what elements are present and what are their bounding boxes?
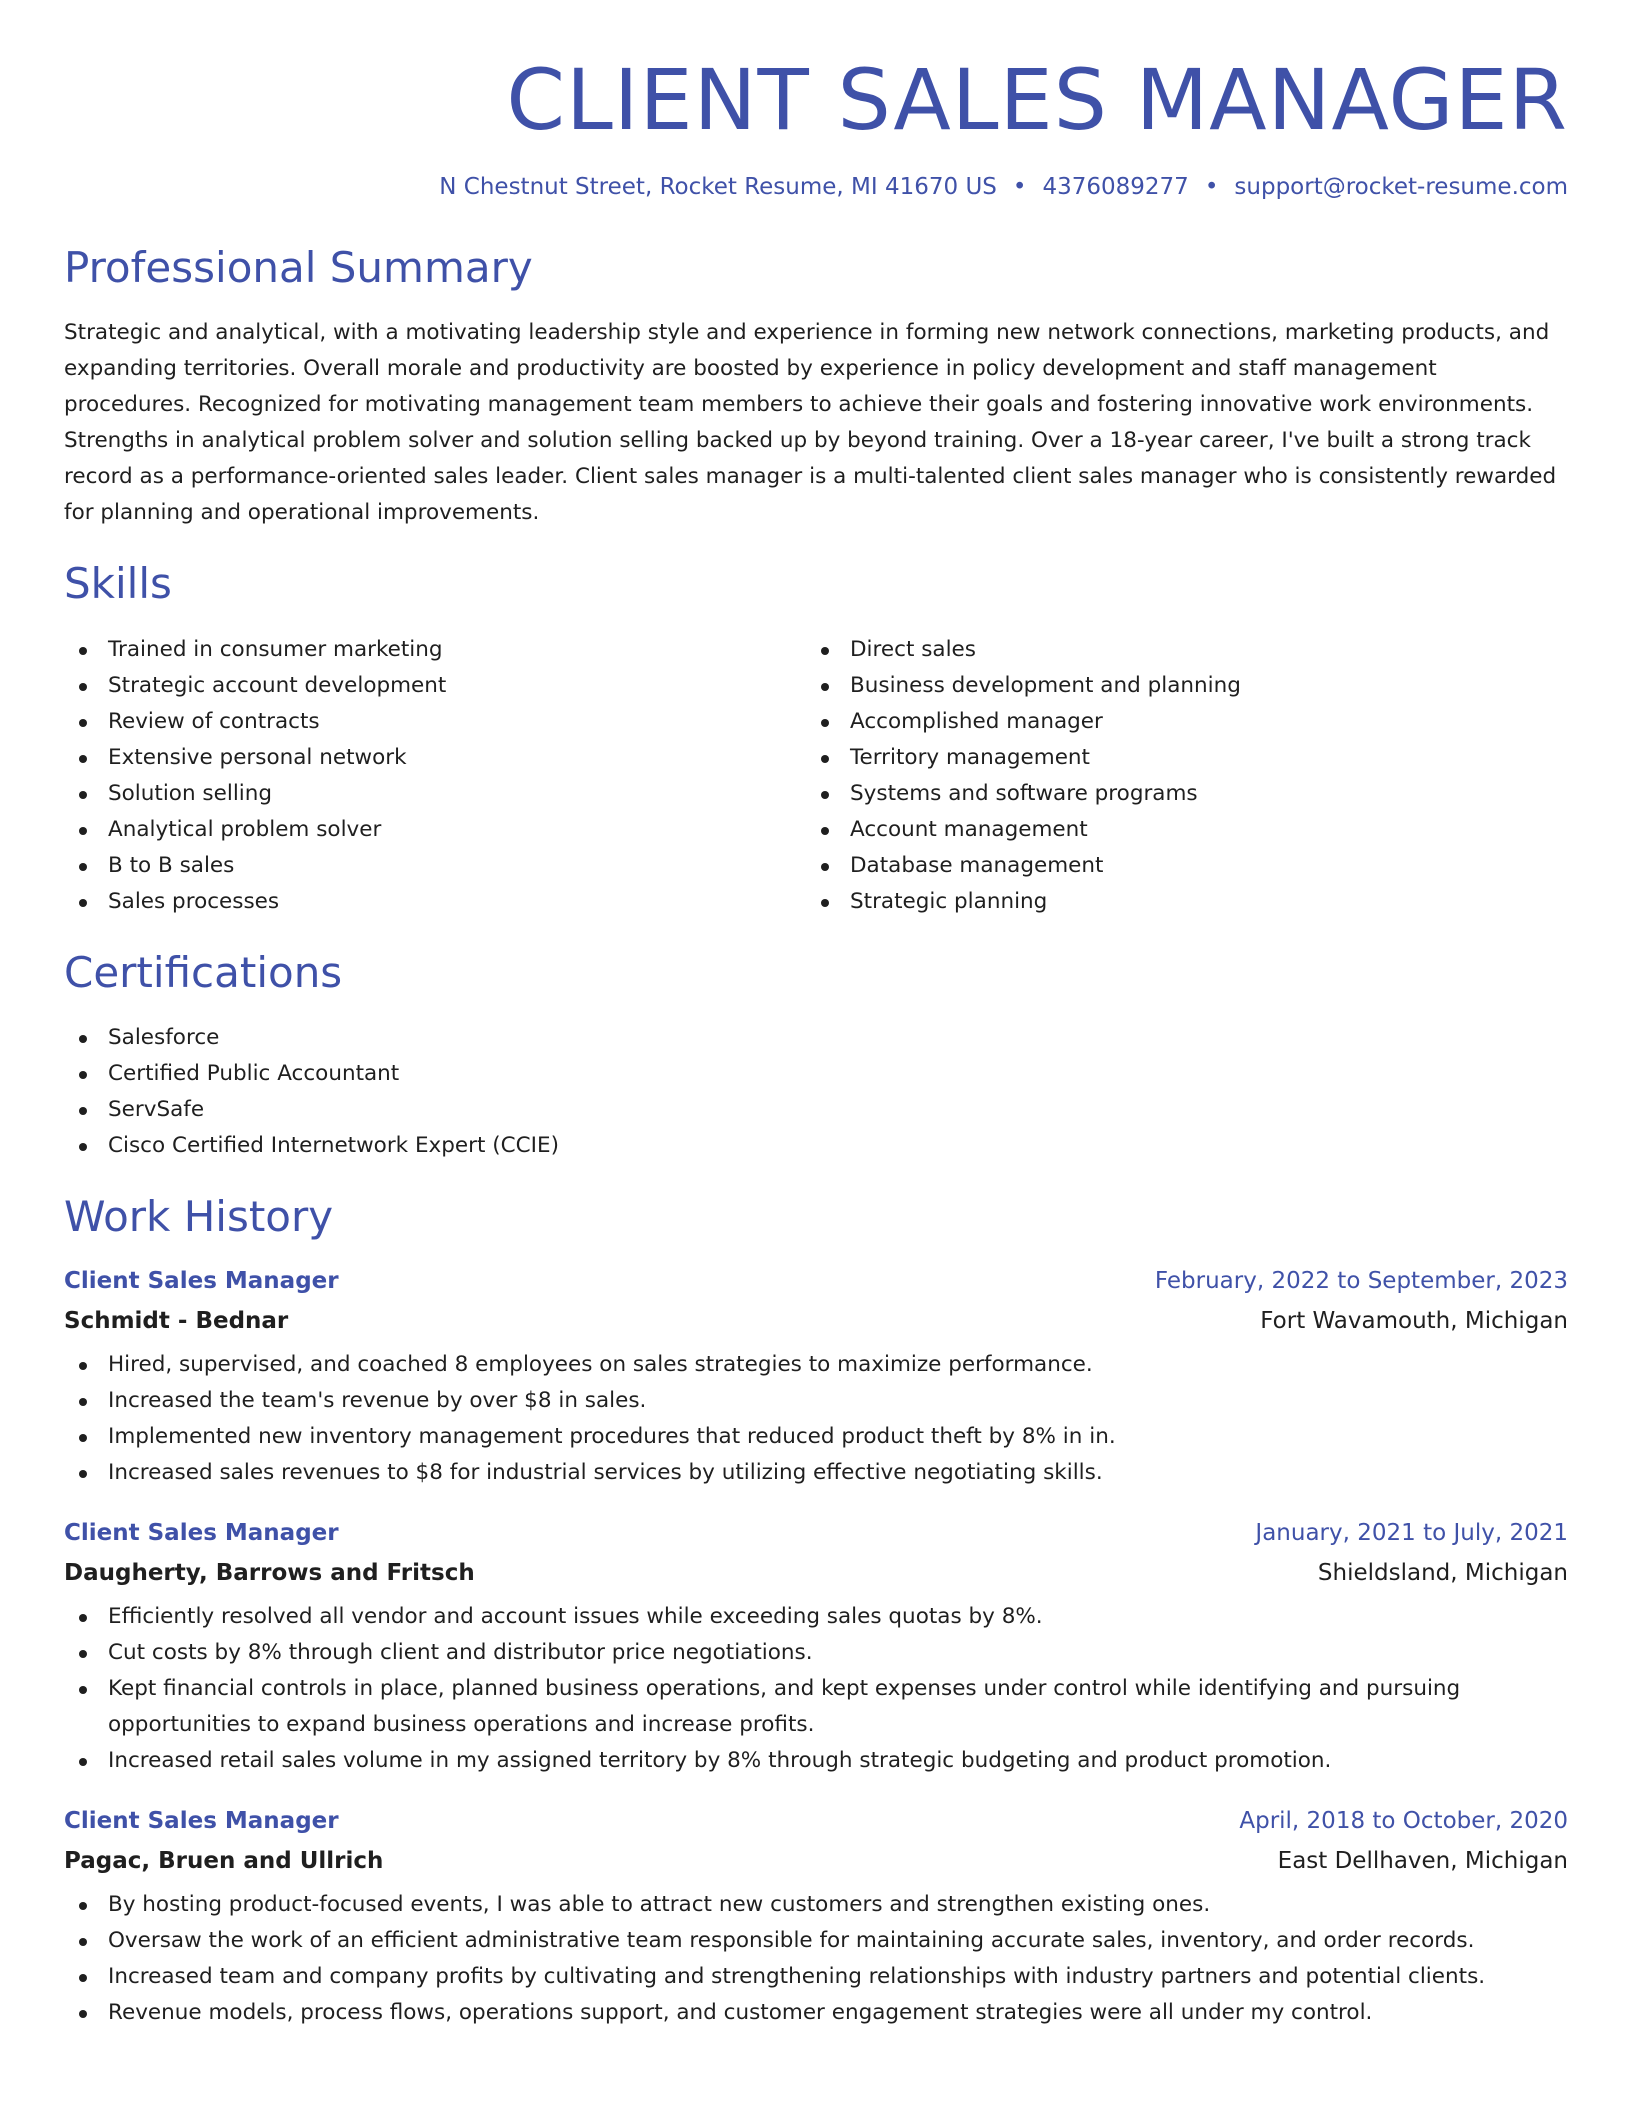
skill-item: Business development and planning — [806, 668, 1548, 704]
candidate-name: CLIENT SALES MANAGER — [506, 51, 1568, 149]
work-history-list — [64, 1261, 1568, 2031]
job-header-row — [64, 1801, 1568, 1841]
skill-item: Solution selling — [64, 776, 806, 812]
job-bullet: Oversaw the work of an efficient administrative team responsible for maintaining accurate sales, inventory, and order records. — [64, 1923, 1568, 1959]
contact-separator: • — [1204, 173, 1219, 200]
job-entry — [64, 1513, 1568, 1779]
job-header-row — [64, 1513, 1568, 1553]
job-bullet: Hired, supervised, and coached 8 employees on sales strategies to maximize performance. — [64, 1347, 1568, 1383]
skills-left-list — [64, 632, 806, 920]
job-bullet: Efficiently resolved all vendor and account issues while exceeding sales quotas by 8%. — [64, 1599, 1568, 1635]
skill-item: Database management — [806, 848, 1548, 884]
job-company-row — [64, 1553, 1568, 1593]
skill-item: Territory management — [806, 740, 1548, 776]
job-bullet: Increased sales revenues to $8 for industrial services by utilizing effective negotiating skills. — [64, 1455, 1568, 1491]
contact-separator: • — [1012, 173, 1027, 200]
section-title-certifications: Certifications — [64, 947, 343, 997]
skills-right-list — [806, 632, 1548, 920]
job-company: Daugherty, Barrows and Fritsch — [64, 1559, 475, 1586]
skills-grid — [64, 632, 1568, 920]
job-title: Client Sales Manager — [64, 1267, 339, 1294]
skill-item: Strategic account development — [64, 668, 806, 704]
job-bullet: Cut costs by 8% through client and distributor price negotiations. — [64, 1635, 1568, 1671]
skill-item: Extensive personal network — [64, 740, 806, 776]
certification-item: Certified Public Accountant — [64, 1056, 1568, 1092]
certifications-list — [64, 1020, 1568, 1164]
job-dates: February, 2022 to September, 2023 — [1154, 1267, 1568, 1294]
skill-item: B to B sales — [64, 848, 806, 884]
skill-item: Trained in consumer marketing — [64, 632, 806, 668]
job-bullets — [64, 1887, 1568, 2031]
skill-item: Account management — [806, 812, 1548, 848]
certification-item: Cisco Certified Internetwork Expert (CCIE) — [64, 1128, 1568, 1164]
job-company-row — [64, 1301, 1568, 1341]
summary-text: Strategic and analytical, with a motivating leadership style and experience in forming new network connections, marketing products, and expanding territories. Overall morale and productivity are boosted by experience in policy development and staff management procedures. Recognized for motivating management team members to achieve their goals and fostering innovative work environments. Strengths in analytical problem solver and solution selling backed up by beyond training. Over a 18-year career, I've built a strong track record as a performance-oriented sales leader. Client sales manager is a multi-talented client sales manager who is consistently rewarded for planning and operational improvements. — [64, 320, 1557, 526]
certification-item: ServSafe — [64, 1092, 1568, 1128]
job-company-row — [64, 1841, 1568, 1881]
job-company: Pagac, Bruen and Ullrich — [64, 1847, 384, 1874]
job-entry — [64, 1801, 1568, 2031]
skill-item: Direct sales — [806, 632, 1548, 668]
job-title: Client Sales Manager — [64, 1807, 339, 1834]
job-entry — [64, 1261, 1568, 1491]
job-bullet: Implemented new inventory management procedures that reduced product theft by 8% in in. — [64, 1419, 1568, 1455]
job-location: Fort Wavamouth, Michigan — [1260, 1307, 1568, 1334]
skill-item: Strategic planning — [806, 884, 1548, 920]
job-bullet: Increased the team's revenue by over $8 in sales. — [64, 1383, 1568, 1419]
contact-phone: 4376089277 — [1042, 173, 1189, 200]
job-location: Shieldsland, Michigan — [1317, 1559, 1568, 1586]
job-dates: April, 2018 to October, 2020 — [1239, 1807, 1568, 1834]
contact-address: N Chestnut Street, Rocket Resume, MI 41670 US — [439, 173, 997, 200]
job-dates: January, 2021 to July, 2021 — [1255, 1519, 1568, 1546]
job-title: Client Sales Manager — [64, 1519, 339, 1546]
skill-item: Accomplished manager — [806, 704, 1548, 740]
job-location: East Dellhaven, Michigan — [1277, 1847, 1568, 1874]
skill-item: Sales processes — [64, 884, 806, 920]
section-title-summary: Professional Summary — [64, 242, 533, 292]
job-header-row — [64, 1261, 1568, 1301]
job-bullet: Increased team and company profits by cultivating and strengthening relationships with industry partners and potential clients. — [64, 1959, 1568, 1995]
resume-page — [64, 0, 1568, 2053]
job-bullets — [64, 1347, 1568, 1491]
job-bullet: Kept financial controls in place, planned business operations, and kept expenses under control while identifying and pursuing opportunities to expand business operations and increase profits. — [64, 1671, 1568, 1743]
job-bullet: By hosting product-focused events, I was able to attract new customers and strengthen existing ones. — [64, 1887, 1568, 1923]
job-company: Schmidt - Bednar — [64, 1307, 289, 1334]
job-bullets — [64, 1599, 1568, 1779]
skill-item: Analytical problem solver — [64, 812, 806, 848]
job-bullet: Revenue models, process flows, operations support, and customer engagement strategies were all under my control. — [64, 1995, 1568, 2031]
contact-line — [64, 171, 1568, 203]
resume-header — [64, 0, 1568, 203]
skill-item: Systems and software programs — [806, 776, 1548, 812]
section-title-skills: Skills — [64, 559, 172, 609]
job-bullet: Increased retail sales volume in my assigned territory by 8% through strategic budgeting and product promotion. — [64, 1743, 1568, 1779]
certification-item: Salesforce — [64, 1020, 1568, 1056]
skill-item: Review of contracts — [64, 704, 806, 740]
section-title-work-history: Work History — [64, 1192, 334, 1242]
contact-email: support@rocket-resume.com — [1234, 173, 1568, 200]
